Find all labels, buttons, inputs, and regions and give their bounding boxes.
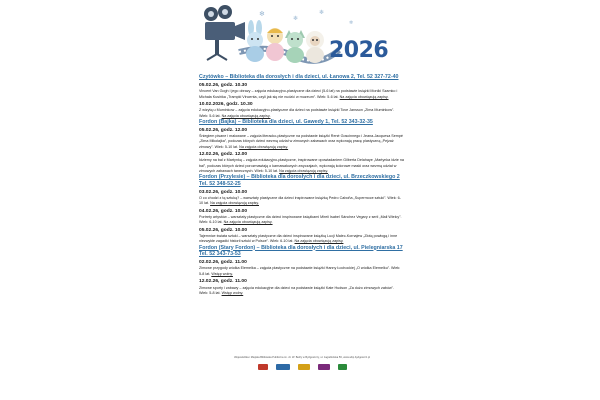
event-date: 04.02.26, godz. 10.00 [199, 208, 248, 214]
film-camera-icon [204, 5, 245, 60]
event-text: Tajemnice świata sztuki – warsztaty plastyczne dla dzieci inspirowane książką Lucji Malec-Kornajew „Złotą powłogą i inne niezwykłe zagadki historii sztuki w Polsce”. Wiek: 6-10 lat. [199, 234, 398, 244]
partner-logo [298, 364, 310, 370]
library-title-link[interactable]: Fordon (Przylesie) – Biblioteka dla dorosłych i dla dzieci, ul. Brzeczkowskiego 2 [199, 174, 400, 181]
snowflake-icon: ❄ [259, 11, 265, 18]
library-title-link[interactable]: Fordon (Bajka) – Biblioteka dla dzieci, ul. Gawedy 1, Tel. 52 343-32-35 [199, 118, 373, 125]
partner-logo [318, 364, 330, 370]
registration-note: Na zajęcia obowiązują zapisy. [223, 220, 273, 225]
event-item [199, 279, 404, 296]
library-section [199, 119, 404, 174]
footer-text: Wojewódzka i Miejska Biblioteka Publiczna im. dr. W. Bełzy w Bydgoszczy, ul. Jagiellońska 56, www.wbp.bydgoszcz.pl [234, 356, 370, 359]
event-text: Vincent Van Gogh i jego obrazy – zajęcia edukacyjno-plastyczne dla dzieci (5-6 lat) na podstawie książki Moniki Szamko i Michała Kusińka „Trampki Vincenta, czyli jak się nie nudzić w muzeum”. Wiek: 5-6 lat. [199, 89, 398, 99]
registration-note: Wstęp wolny. [211, 271, 233, 276]
event-text: Zimowe sporty i zabawy – zajęcia edukacyjne dla dzieci na podstawie książki Kate Hudson „Za dużo zimowych zabów”. Wiek: 5-8 lat. [199, 285, 394, 295]
event-description [199, 286, 404, 296]
library-title-link[interactable]: Fordon (Stary Fordon) – Biblioteka dla dorosłych i dla dzieci, ul. Pielegniarska 17 [199, 244, 403, 251]
year-heading: 2026 [329, 38, 389, 63]
partner-logo [258, 364, 268, 370]
event-description [199, 196, 404, 206]
event-text: Z wizytą u Muminkow – zajęcia edukacyjno-plastyczne dla dzieci na podstawie książki Tove Jansson „Zima Muminkow”. Wiek: 5-6 lat. [199, 108, 395, 118]
registration-note: Na zajęcia obowiązują zapisy. [210, 201, 259, 206]
partner-logos [207, 364, 397, 370]
event-item [199, 128, 404, 150]
event-description [199, 234, 404, 244]
snowflake-icon: ❄ [349, 20, 354, 26]
event-description [199, 158, 404, 174]
event-item [199, 102, 404, 119]
event-description [199, 266, 404, 276]
registration-note: Na zajęcia obowiązują zapisy. [239, 144, 289, 149]
partner-logo [338, 364, 347, 370]
event-date: 05.02.26, godz. 12.00 [199, 127, 248, 133]
footer [207, 356, 397, 370]
library-phone: Tel. 52 343-73-53 [199, 251, 241, 258]
event-text: O co chodzi z tą sztuką? – warsztaty plastyczne dla dzieci inspirowane książką Pedro Caboña „Supermoce sztuki”. Wiek: 6-10 lat. [199, 195, 401, 206]
registration-note: Na zajęcia obowiązują zapisy. [294, 239, 344, 244]
registration-note: Na zajęcia obowiązują zapisy. [339, 94, 389, 99]
toy-sheep-icon [306, 31, 324, 63]
event-description [199, 134, 404, 150]
event-item [199, 83, 404, 100]
library-section [199, 174, 404, 245]
event-item [199, 209, 404, 226]
registration-note: Na zajęcia obowiązują zapisy. [279, 168, 329, 173]
registration-note: Wstęp wolny. [221, 290, 244, 295]
event-date: 12.02.26, godz. 12.00 [199, 152, 248, 158]
snowflake-icon: ❄ [319, 10, 325, 16]
poster-header [189, 0, 411, 72]
toy-cat-icon [285, 30, 305, 63]
event-item [199, 260, 404, 277]
event-description [199, 108, 404, 118]
snowflake-icon: ❄ [293, 16, 299, 22]
event-item [199, 228, 404, 245]
event-date: 05.02.26, godz. 10.30 [199, 83, 248, 89]
library-section [199, 245, 404, 296]
event-date: 05.02.26, godz. 10.00 [199, 227, 248, 233]
event-item [199, 152, 404, 174]
event-description [199, 89, 404, 99]
event-date: 12.02.26, godz. 11.00 [199, 279, 247, 285]
registration-note: Na zajęcia obowiązują zapisy. [221, 113, 271, 118]
library-phone: Tel. 52 348-52-25 [199, 180, 241, 187]
event-item [199, 190, 404, 207]
event-text: Idziemy na bal z Martynką – zajęcia edukacyjno-plastyczne, inspirowane opowiadaniem Gilberta Delahaye „Martynka idzie na bal”, podczas których dzieci porozmawiają o karnawałowych zwyczajach, wykonają kolorowe maski oraz wezmą udział w zimowych zabawach tanecznych. Wiek: 5-10 lat. [199, 158, 404, 173]
event-text: Portrety artystów – warsztaty plastyczne dla dzieci inspirowane książkami Mireii Isabel Sánchez Vegary z serii „Mali Wielcy”. Wiek: 6-10 lat. [199, 215, 402, 225]
event-text: Śniegiem pisane i malowane – zajęcia literacko-plastyczne na podstawie książki René Goscinnego i Jeana-Jacquesa Sempé „Zima Mikołajka”, podczas których dzieci wezmą udział w zimowych zabawach oraz wykonają pracę plastyczną „Pejzaż zimowy”. Wiek: 5-10 lat. [199, 134, 403, 149]
toy-doll-icon [266, 28, 284, 61]
event-date: 10.02.2026, godz. 10.30 [199, 102, 253, 108]
partner-logo [276, 364, 290, 370]
events-list [199, 74, 404, 296]
event-date: 02.02.26, godz. 11.00 [199, 260, 247, 266]
event-date: 03.02.26, godz. 10.00 [199, 189, 248, 195]
event-description [199, 215, 404, 225]
toy-bunny-icon [246, 20, 264, 62]
event-text: Zimowe przygody wódka Elemelka – zajęcia plastyczne na podstawie książki Hanny Łochockiej „O wódka Elemelku”. Wiek: 5-8 lat. [199, 266, 401, 276]
library-title-link[interactable]: Czytówko – Biblioteka dla dorosłych i dla dzieci, ul. Łanowa 2, Tel. 52 327-72-40 [199, 74, 399, 80]
poster-page [189, 0, 411, 400]
library-section [199, 74, 404, 119]
